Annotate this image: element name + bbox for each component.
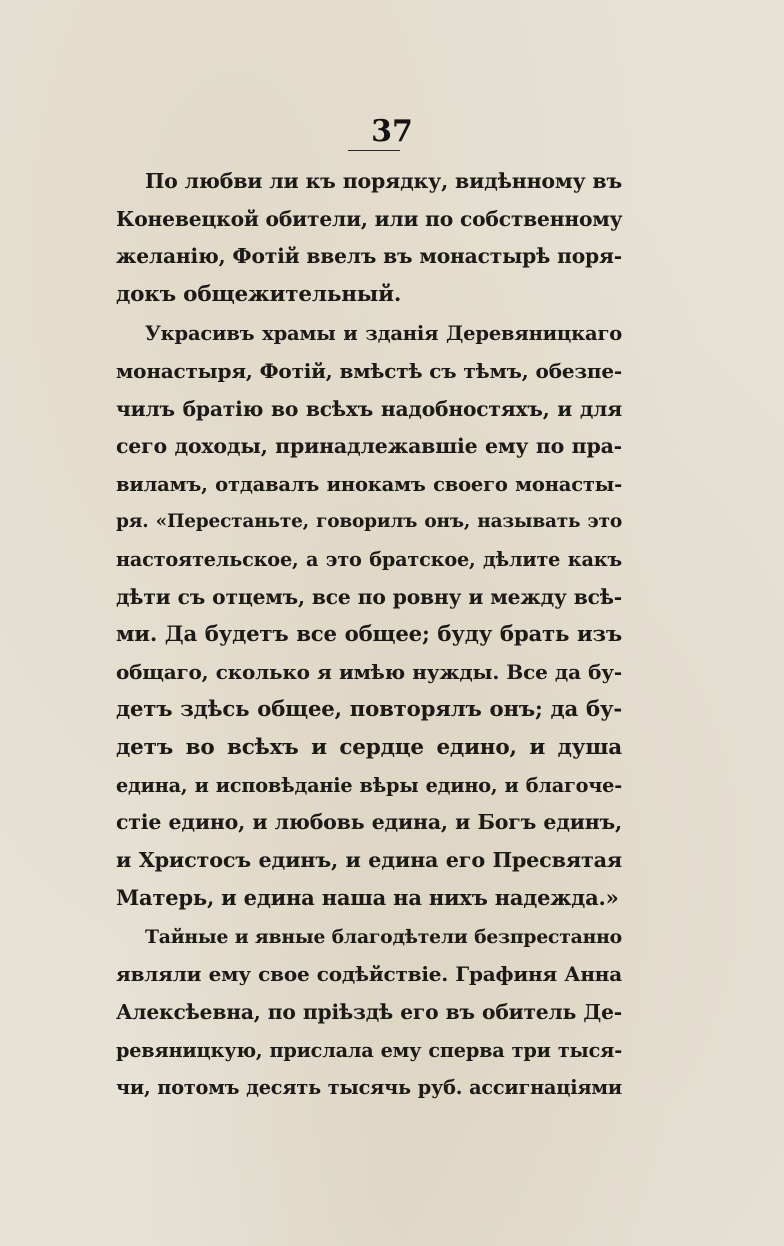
text-line: ми. Да будетъ все общее; буду брать изъ (116, 622, 622, 648)
text-line: чилъ братію во всѣхъ надобностяхъ, и для (116, 396, 622, 421)
body-text (116, 163, 622, 1107)
page-number: 37 (371, 114, 413, 149)
text-line: настоятельское, а это братское, дѣлите какъ (116, 547, 622, 571)
text-line: Украсивъ храмы и зданія Деревяницкаго (145, 322, 622, 346)
text-line: являли ему свое содѣйствіе. Графиня Анна (116, 962, 622, 987)
text-line: чи, потомъ десять тысячь руб. ассигнаціями (116, 1076, 622, 1100)
text-line: сего доходы, принадлежавшіе ему по пра- (116, 434, 622, 459)
text-line: детъ во всѣхъ и сердце едино, и душа (116, 734, 622, 760)
text-line: стіе едино, и любовь едина, и Богъ единъ, (116, 810, 622, 835)
text-line: ря. «Перестаньте, говорилъ онъ, называть это (116, 511, 622, 533)
text-line: Алексѣевна, по пріѣздѣ его въ обитель Де- (116, 1000, 622, 1025)
text-line: детъ здѣсь общее, повторялъ онъ; да бу- (116, 697, 622, 723)
text-line: общаго, сколько я имѣю нужды. Все да бу- (116, 659, 622, 684)
text-line: По любви ли къ порядку, видѣнному въ (145, 169, 622, 193)
text-line: Матерь, и едина наша на нихъ надежда.» (116, 885, 619, 911)
text-line: ревяницкую, прислала ему сперва три тыся- (116, 1038, 622, 1062)
page-number-rule (348, 150, 400, 151)
text-line: желанію, Фотій ввелъ въ монастырѣ поря- (116, 244, 622, 269)
text-line: едина, и исповѣданіе вѣры едино, и благоче- (116, 773, 622, 797)
text-line: виламъ, отдавалъ инокамъ своего монасты- (116, 472, 622, 496)
text-line: дѣти съ отцемъ, все по ровну и между всѣ- (116, 584, 622, 609)
text-line: докъ общежительный. (116, 281, 402, 307)
text-line: монастыря, Фотій, вмѣстѣ съ тѣмъ, обезпе- (116, 358, 622, 383)
text-line: Коневецкой обители, или по собственному (116, 206, 623, 231)
text-line: Тайные и явные благодѣтели безпрестанно (145, 925, 622, 948)
text-line: и Христосъ единъ, и едина его Пресвятая (116, 847, 622, 872)
